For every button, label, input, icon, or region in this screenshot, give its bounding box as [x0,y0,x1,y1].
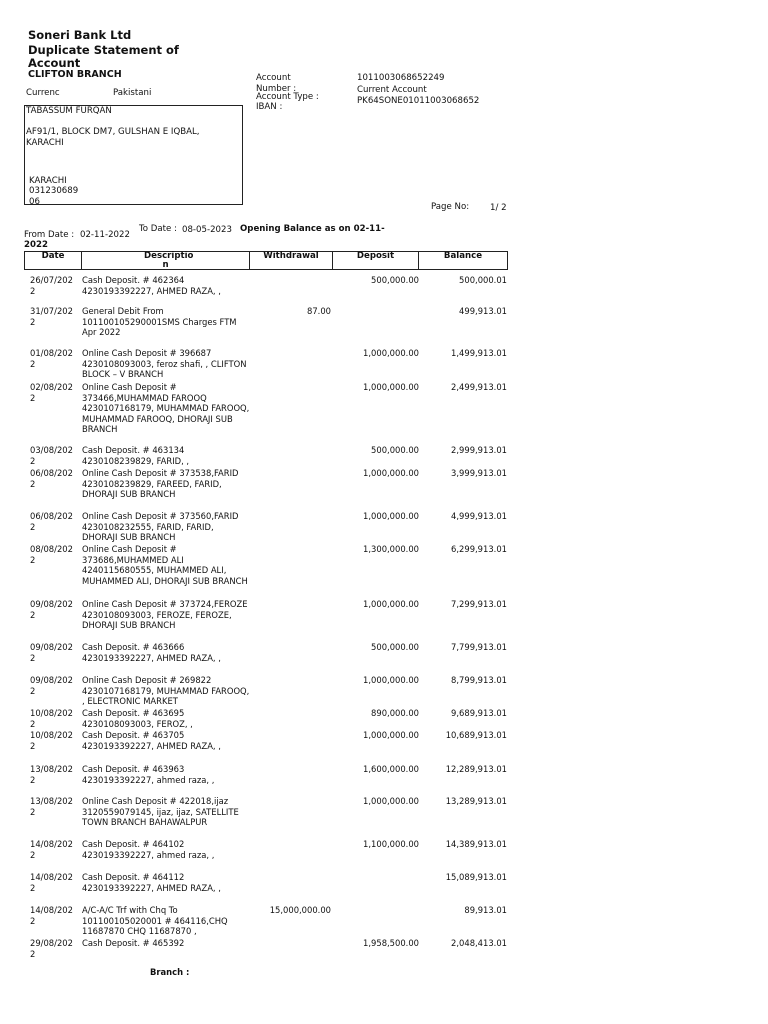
transaction-balance: 4,999,913.01 [451,511,507,521]
transaction-description: Cash Deposit. # 463705 4230193392227, AHMED RAZA, , [82,730,221,751]
transaction-date: 09/08/2022 [30,675,73,696]
transaction-date: 09/08/2022 [30,642,73,663]
transaction-balance: 499,913.01 [459,306,507,316]
opening-balance-year: 2022 [24,240,48,250]
column-header-deposit: Deposit [332,251,419,270]
transaction-description: Online Cash Deposit # 373686,MUHAMMED ALI 4240115680555, MUHAMMED ALI, MUHAMMED ALI, DHORAJI SUB BRANCH [82,544,248,586]
column-header-description: Descriptio n [81,251,250,270]
transaction-description: Online Cash Deposit # 373560,FARID 4230108232555, FARID, FARID, DHORAJI SUB BRANCH [82,511,239,543]
transaction-deposit: 1,958,500.00 [363,938,419,948]
transaction-date: 14/08/2022 [30,839,73,860]
customer-name: TABASSUM FURQAN [26,106,112,116]
transaction-deposit: 1,600,000.00 [363,764,419,774]
transaction-deposit: 500,000.00 [371,275,419,285]
transaction-description: Cash Deposit. # 463963 4230193392227, ahmed raza, , [82,764,215,785]
opening-balance-label: Opening Balance as on 02-11- [240,224,385,234]
transaction-description: Cash Deposit. # 464102 4230193392227, ahmed raza, , [82,839,215,860]
transaction-balance: 7,299,913.01 [451,599,507,609]
transaction-date: 29/08/2022 [30,938,73,959]
transaction-date: 14/08/2022 [30,872,73,893]
iban-label: IBAN : [256,102,283,109]
customer-address: AF91/1, BLOCK DM7, GULSHAN E IQBAL, KARACHI [26,127,200,148]
transaction-balance: 6,299,913.01 [451,544,507,554]
transaction-description: Cash Deposit. # 462364 4230193392227, AHMED RAZA, , [82,275,221,296]
transaction-deposit: 1,100,000.00 [363,839,419,849]
transaction-balance: 1,499,913.01 [451,348,507,358]
transaction-date: 10/08/2022 [30,730,73,751]
from-date-label: From Date : [24,230,75,240]
transaction-balance: 2,499,913.01 [451,382,507,392]
account-type-label: Account Type : [256,92,319,102]
transaction-description: A/C-A/C Trf with Chq To 101100105020001 # 464116,CHQ 11687870 CHQ 11687870 , [82,905,228,937]
transaction-deposit: 500,000.00 [371,445,419,455]
transaction-date: 26/07/2022 [30,275,73,296]
transaction-balance: 13,289,913.01 [445,796,507,806]
transaction-balance: 9,689,913.01 [451,708,507,718]
page-label: Page No: [431,202,470,212]
transaction-description: Online Cash Deposit # 269822 4230107168179, MUHAMMAD FAROOQ, , ELECTRONIC MARKET [82,675,250,707]
transaction-balance: 3,999,913.01 [451,468,507,478]
currency-value: Pakistani [113,88,152,98]
page-number: 1/ 2 [490,203,507,213]
customer-address-box [24,105,243,205]
transaction-description: General Debit From 101100105290001SMS Charges FTM Apr 2022 [82,306,237,338]
transaction-date: 14/08/2022 [30,905,73,926]
transaction-description: Cash Deposit. # 463134 4230108239829, FARID, , [82,445,190,466]
transaction-balance: 12,289,913.01 [445,764,507,774]
column-header-balance: Balance [418,251,508,270]
transaction-date: 13/08/2022 [30,796,73,817]
transaction-balance: 500,000.01 [459,275,507,285]
transaction-withdrawal: 87.00 [307,306,331,316]
transaction-balance: 2,048,413.01 [451,938,507,948]
transaction-deposit: 1,000,000.00 [363,675,419,685]
transaction-deposit: 1,000,000.00 [363,511,419,521]
column-header-withdrawal: Withdrawal [249,251,333,270]
transaction-description: Online Cash Deposit # 422018,ijaz 3120559079145, ijaz, ijaz, SATELLITE TOWN BRANCH BAHAWALPUR [82,796,239,828]
transaction-balance: 8,799,913.01 [451,675,507,685]
transaction-description: Online Cash Deposit # 396687 4230108093003, feroz shafi, , CLIFTON BLOCK – V BRANCH [82,348,247,380]
transaction-deposit: 1,000,000.00 [363,468,419,478]
transaction-description: Online Cash Deposit # 373538,FARID 4230108239829, FAREED, FARID, DHORAJI SUB BRANCH [82,468,239,500]
transaction-balance: 2,999,913.01 [451,445,507,455]
transaction-date: 02/08/2022 [30,382,73,403]
to-date-value: 08-05-2023 [182,225,232,235]
transaction-balance: 7,799,913.01 [451,642,507,652]
transaction-date: 13/08/2022 [30,764,73,785]
transaction-withdrawal: 15,000,000.00 [269,905,331,915]
transaction-date: 09/08/2022 [30,599,73,620]
account-number-label: Account Number : [256,73,297,94]
transaction-deposit: 1,000,000.00 [363,796,419,806]
bank-name: Soneri Bank Ltd [28,28,132,42]
transaction-balance: 14,389,913.01 [445,839,507,849]
transaction-deposit: 1,000,000.00 [363,348,419,358]
transaction-balance: 10,689,913.01 [445,730,507,740]
transaction-date: 06/08/2022 [30,468,73,489]
customer-city: KARACHI [29,176,67,186]
transaction-balance: 89,913.01 [464,905,507,915]
transaction-deposit: 1,000,000.00 [363,730,419,740]
transaction-balance: 15,089,913.01 [445,872,507,882]
transaction-description: Cash Deposit. # 465392 [82,938,185,948]
iban-value: PK64SONE01011003068652 [357,96,480,106]
transaction-description: Online Cash Deposit # 373724,FEROZE 4230108093003, FEROZE, FEROZE, DHORAJI SUB BRANCH [82,599,248,631]
transaction-date: 06/08/2022 [30,511,73,532]
transaction-description: Cash Deposit. # 463666 4230193392227, AHMED RAZA, , [82,642,221,663]
transaction-description: Cash Deposit. # 464112 4230193392227, AHMED RAZA, , [82,872,221,893]
transaction-deposit: 1,000,000.00 [363,599,419,609]
customer-phone: 031230689 06 [29,186,79,207]
transaction-description: Online Cash Deposit # 373466,MUHAMMAD FAROOQ 4230107168179, MUHAMMAD FAROOQ, MUHAMMAD FAROOQ, DHORAJI SUB BRANCH [82,382,250,435]
transaction-date: 01/08/2022 [30,348,73,369]
transaction-deposit: 1,000,000.00 [363,382,419,392]
transaction-deposit: 890,000.00 [371,708,419,718]
transaction-date: 08/08/2022 [30,544,73,565]
account-type-value: Current Account [357,85,427,95]
account-number-value: 1011003068652249 [357,73,445,83]
transaction-description: Cash Deposit. # 463695 4230108093003, FEROZ, , [82,708,193,729]
from-date-value: 02-11-2022 [80,230,130,240]
column-header-date: Date [24,251,82,270]
footer-branch-label: Branch : [150,967,190,977]
currency-label: Currenc [26,88,60,98]
branch-name: CLIFTON BRANCH [28,69,122,80]
to-date-label: To Date : [139,224,177,234]
document-title: Duplicate Statement of Account [28,43,179,70]
transaction-deposit: 500,000.00 [371,642,419,652]
transaction-date: 03/08/2022 [30,445,73,466]
transaction-date: 10/08/2022 [30,708,73,729]
transaction-deposit: 1,300,000.00 [363,544,419,554]
transaction-date: 31/07/2022 [30,306,73,327]
